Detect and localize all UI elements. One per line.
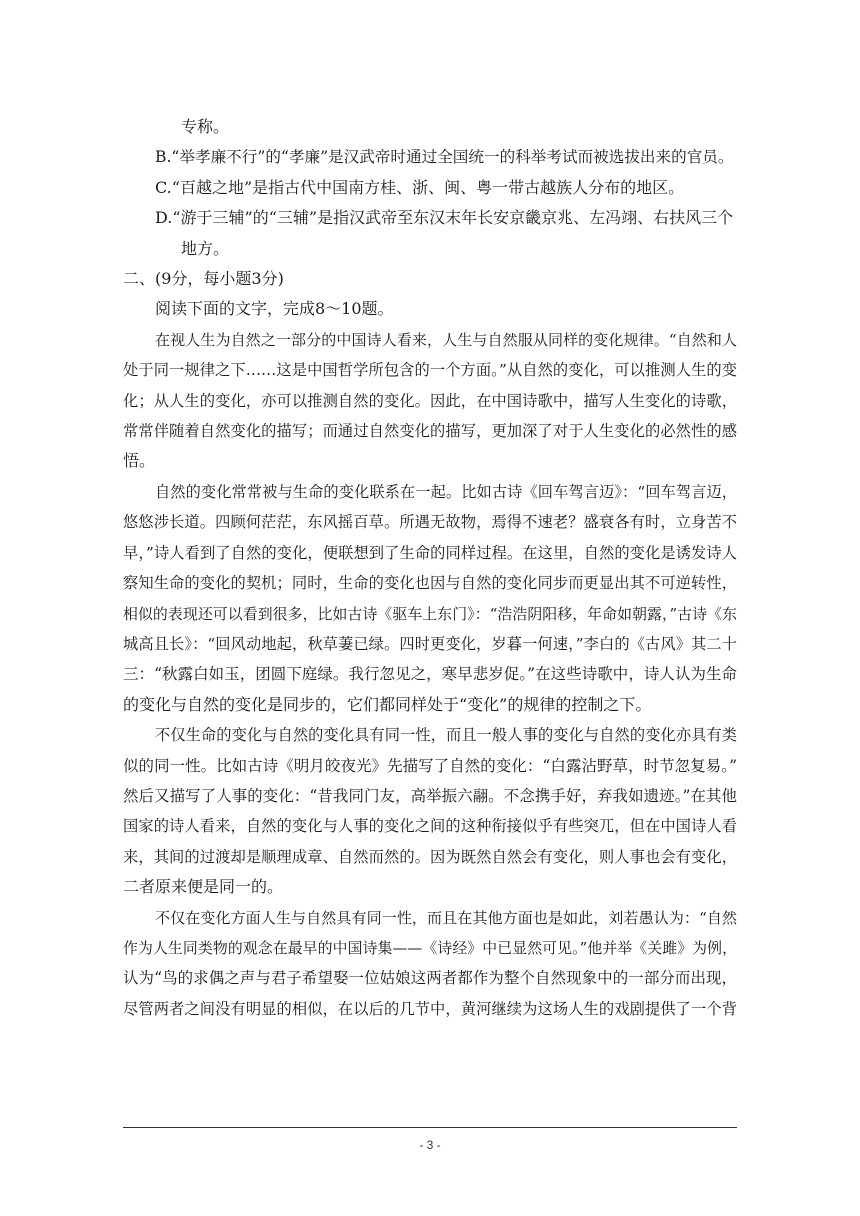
paragraph-3-line: 二者原来便是同一的。: [123, 877, 284, 897]
option-a-continuation: 专称。: [181, 117, 230, 136]
paragraph-3-line: 国家的诗人看来，自然的变化与人事的变化之间的这种衔接似乎有些突兀，但在中国诗人看: [123, 817, 737, 836]
paragraph-3-line: 来，其间的过渡却是顺理成章、自然而然的。因为既然自然会有变化，则人事也会有变化，: [123, 847, 737, 866]
paragraph-4-line: 尽管两者之间没有明显的相似，在以后的几节中，黄河继续为这场人生的戏剧提供了一个背: [123, 999, 737, 1018]
reading-instruction: 阅读下面的文字，完成8～10题。: [155, 299, 394, 319]
option-b: B.“举孝廉不行”的“孝廉”是汉武帝时通过全国统一的科举考试而被选拔出来的官员。: [155, 148, 734, 167]
paragraph-1-line: 化；从人生的变化，亦可以推测自然的变化。因此，在中国诗歌中，描写人生变化的诗歌，: [123, 391, 737, 410]
paragraph-4-line: 不仅在变化方面人生与自然具有同一性，而且在其他方面也是如此，刘若愚认为：“自然: [155, 908, 737, 927]
paragraph-2-line: 察知生命的变化的契机；同时，生命的变化也因与自然的变化同步而更显出其不可逆转性，: [123, 574, 737, 593]
paragraph-2-line: 相似的表现还可以看到很多，比如古诗《驱车上东门》：“浩浩阴阳移，年命如朝露，”古诗《东: [123, 604, 737, 623]
footer-divider: [123, 1127, 737, 1128]
paragraph-3-line: 然后又描写了人事的变化：“昔我同门友，高举振六翮。不念携手好，弃我如遗迹。”在其他: [123, 786, 737, 805]
paragraph-2-line: 早，”诗人看到了自然的变化，便联想到了生命的同样过程。在这里，自然的变化是诱发诗人: [123, 543, 737, 562]
paragraph-2-line: 的变化与自然的变化是同步的，它们都同样处于“变化”的规律的控制之下。: [123, 694, 652, 714]
document-body: [123, 112, 737, 1024]
paragraph-4-line: 认为“鸟的求偶之声与君子希望娶一位姑娘这两者都作为整个自然现象中的一部分而出现，: [123, 969, 737, 988]
option-c: C.“百越之地”是指古代中国南方桂、浙、闽、粤一带古越族人分布的地区。: [155, 177, 685, 197]
paragraph-3-line: 不仅生命的变化与自然的变化具有同一性，而且一般人事的变化与自然的变化亦具有类: [155, 726, 737, 745]
section-heading: 二、(9分，每小题3分): [123, 269, 284, 289]
paragraph-1-line: 悟。: [123, 451, 156, 471]
paragraph-1-line: 常常伴随着自然变化的描写；而通过自然变化的描写，更加深了对于人生变化的必然性的感: [123, 422, 737, 441]
paragraph-1-line: 在视人生为自然之一部分的中国诗人看来，人生与自然服从同样的变化规律。“自然和人: [155, 330, 737, 349]
paragraph-2-line: 自然的变化常常被与生命的变化联系在一起。比如古诗《回车驾言迈》：“回车驾言迈，: [155, 482, 737, 501]
paragraph-1-line: 处于同一规律之下……这是中国哲学所包含的一个方面。”从自然的变化，可以推测人生的变: [123, 361, 737, 380]
paragraph-4-line: 作为人生同类物的观念在最早的中国诗集——《诗经》中已显然可见。”他并举《关雎》为例，: [123, 938, 737, 957]
option-d-continuation: 地方。: [181, 238, 230, 258]
option-d: D.“游于三辅”的“三辅”是指汉武帝至东汉末年长安京畿京兆、左冯翊、右扶风三个: [155, 208, 734, 228]
paragraph-3-line: 似的同一性。比如古诗《明月皎夜光》先描写了自然的变化：“白露沾野草，时节忽复易。”: [123, 756, 737, 775]
page-number: - 3 -: [419, 1138, 441, 1152]
paragraph-2-line: 城高且长》：“回风动地起，秋草萋已绿。四时更变化，岁暮一何速，”李白的《古风》其二十: [123, 634, 737, 653]
paragraph-2-line: 悠悠涉长道。四顾何茫茫，东风摇百草。所遇无故物，焉得不速老？盛衰各有时，立身苦不: [123, 513, 737, 532]
paragraph-2-line: 三：“秋露白如玉，团圆下庭绿。我行忽见之，寒早悲岁促。”在这些诗歌中，诗人认为生命: [123, 665, 737, 684]
